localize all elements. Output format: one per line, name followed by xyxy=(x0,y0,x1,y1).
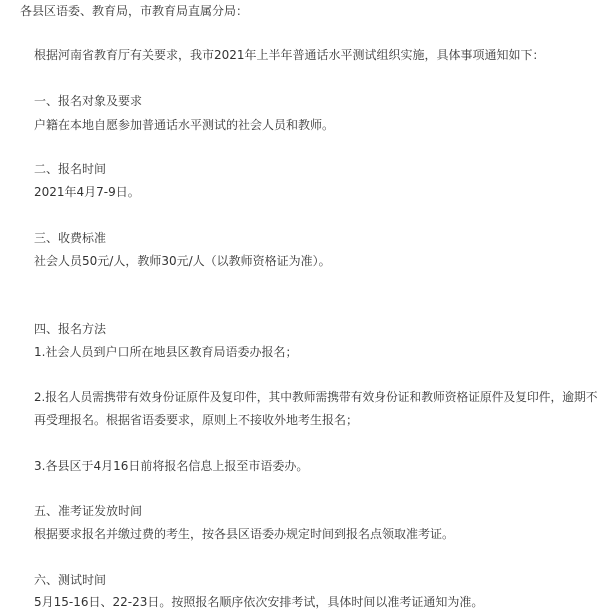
section-heading-1: 一、报名对象及要求 xyxy=(34,94,143,108)
section-body-5: 根据要求报名并缴过费的考生，按各县区语委办规定时间到报名点领取准考证。 xyxy=(34,527,455,541)
section-heading-4: 四、报名方法 xyxy=(34,322,107,336)
section-body-6: 5月15-16日、22-23日。按照报名顺序依次安排考试，具体时间以准考证通知为准。 xyxy=(34,595,484,609)
section-heading-3: 三、收费标准 xyxy=(34,231,107,245)
section-item-4-1: 1.社会人员到户口所在地县区教育局语委办报名； xyxy=(34,345,298,359)
intro-paragraph: 根据河南省教育厅有关要求，我市2021年上半年普通话水平测试组织实施，具体事项通知如下： xyxy=(34,48,545,62)
salutation: 各县区语委、教育局，市教育局直属分局： xyxy=(20,4,249,18)
section-heading-5: 五、准考证发放时间 xyxy=(34,504,143,518)
section-item-4-2-cont: 再受理报名。根据省语委要求，原则上不接收外地考生报名； xyxy=(34,413,359,427)
section-body-2: 2021年4月7-9日。 xyxy=(34,185,140,199)
section-heading-6: 六、测试时间 xyxy=(34,573,107,587)
section-item-4-3: 3.各县区于4月16日前将报名信息上报至市语委办。 xyxy=(34,459,309,473)
section-heading-2: 二、报名时间 xyxy=(34,162,107,176)
section-body-1: 户籍在本地自愿参加普通话水平测试的社会人员和教师。 xyxy=(34,118,335,132)
section-body-3: 社会人员50元/人，教师30元/人（以教师资格证为准）。 xyxy=(34,254,331,268)
section-item-4-2: 2.报名人员需携带有效身份证原件及复印件，其中教师需携带有效身份证和教师资格证原件及复印件，逾期不 xyxy=(34,390,598,404)
